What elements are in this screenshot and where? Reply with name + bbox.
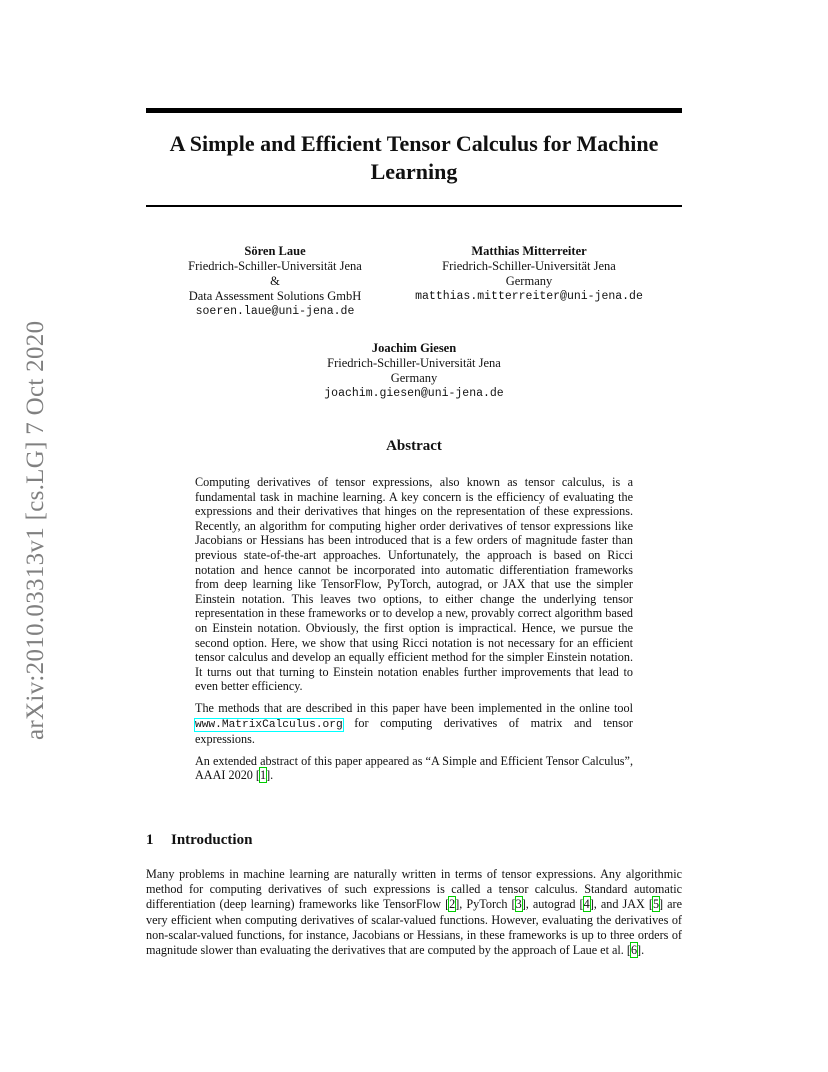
author-email[interactable]: joachim.giesen@uni-jena.de xyxy=(324,387,504,400)
author-name: Sören Laue xyxy=(244,244,306,258)
author-affiliation: Friedrich-Schiller-Universität Jena xyxy=(442,259,616,273)
section-heading-introduction xyxy=(146,832,252,849)
title-rule-bottom xyxy=(146,205,682,207)
citation-link[interactable]: 1 xyxy=(260,768,267,783)
intro-text: ], autograd [ xyxy=(521,897,584,912)
paper-title: A Simple and Efficient Tensor Calculus for Machine Learning xyxy=(169,131,659,184)
citation-link[interactable]: 6 xyxy=(630,943,638,958)
abstract-text: ]. xyxy=(266,768,274,783)
abstract-heading: Abstract xyxy=(386,438,442,454)
intro-text: ], and JAX [ xyxy=(589,897,653,912)
matrixcalculus-link[interactable]: www.MatrixCalculus.org xyxy=(195,718,343,731)
author-block-mitterreiter xyxy=(400,244,658,304)
abstract-paragraph xyxy=(195,754,633,783)
abstract-paragraph xyxy=(195,701,633,747)
abstract-text: for computing derivatives of matrix and tensor expressions. xyxy=(195,715,633,747)
title-rule-top xyxy=(146,108,682,113)
author-name: Joachim Giesen xyxy=(371,341,457,355)
section-title: Introduction xyxy=(171,832,253,848)
author-country: Germany xyxy=(390,371,438,385)
author-country: Germany xyxy=(505,274,553,288)
author-block-laue xyxy=(160,244,390,319)
intro-text: ] are very efficient when computing derivatives of scalar-valued functions. However, evaluating the derivatives of non-scalar-valued functions, for instance, Jacobians or Hessians, in these frameworks is up to three orders of magnitude slower than evaluating the derivatives that are computed by the approach of Laue et al. [ xyxy=(146,897,683,958)
abstract-text: The methods that are described in this paper have been implemented in the online tool xyxy=(195,700,633,715)
abstract-paragraph: Computing derivatives of tensor expressions, also known as tensor calculus, is a fundamental task in machine learning. A key concern is the efficiency of evaluating the expressions and their derivatives that hinges on the representation of these expressions. Recently, an algorithm for computing higher order derivatives of tensor expressions like Jacobians or Hessians has been introduced that is a few orders of magnitude faster than previous state-of-the-art approaches. Unfortunately, the approach is based on Ricci notation and hence cannot be incorporated into automatic differentiation frameworks from deep learning like TensorFlow, PyTorch, autograd, or JAX that use the simpler Einstein notation. This leaves two options, to either change the underlying tensor representation in these frameworks or to develop a new, provably correct algorithm based on Einstein notation. Obviously, the first option is impractical. Hence, we pursue the second option. Here, we show that using Ricci notation is not necessary for an efficient tensor calculus and develop an equally efficient method for the simpler Einstein notation. It turns out that turning to Einstein notation enables further improvements that lead to even better efficiency. xyxy=(195,475,633,694)
author-email[interactable]: matthias.mitterreiter@uni-jena.de xyxy=(415,290,643,303)
citation-link[interactable]: 4 xyxy=(583,897,590,912)
author-affiliation: Data Assessment Solutions GmbH xyxy=(188,289,362,303)
citation-link[interactable]: 3 xyxy=(515,897,522,912)
author-affiliation: Friedrich-Schiller-Universität Jena xyxy=(188,259,362,273)
author-affiliation-separator: & xyxy=(270,274,280,288)
author-name: Matthias Mitterreiter xyxy=(471,244,587,258)
abstract-text: An extended abstract of this paper appeared as “A Simple and Efficient Tensor Calculus”, AAAI 2020 [ xyxy=(195,753,633,783)
citation-link[interactable]: 5 xyxy=(652,897,660,912)
intro-text: ]. xyxy=(637,943,645,958)
author-affiliation: Friedrich-Schiller-Universität Jena xyxy=(327,356,501,370)
citation-link[interactable]: 2 xyxy=(449,897,456,912)
intro-text: ], PyTorch [ xyxy=(455,897,516,912)
arxiv-identifier-stamp: arXiv:2010.03313v1 [cs.LG] 7 Oct 2020 xyxy=(22,320,49,740)
abstract-body xyxy=(195,475,633,790)
introduction-paragraph xyxy=(146,867,682,958)
section-number: 1 xyxy=(146,832,154,848)
author-email[interactable]: soeren.laue@uni-jena.de xyxy=(195,305,355,318)
author-block-giesen xyxy=(290,341,538,401)
intro-text: Many problems in machine learning are naturally written in terms of tensor expressions. Any algorithmic method for computing derivatives of such expressions is called a tensor calculus. Standard automatic differentiation (deep learning) frameworks like TensorFlow [ xyxy=(146,867,682,912)
